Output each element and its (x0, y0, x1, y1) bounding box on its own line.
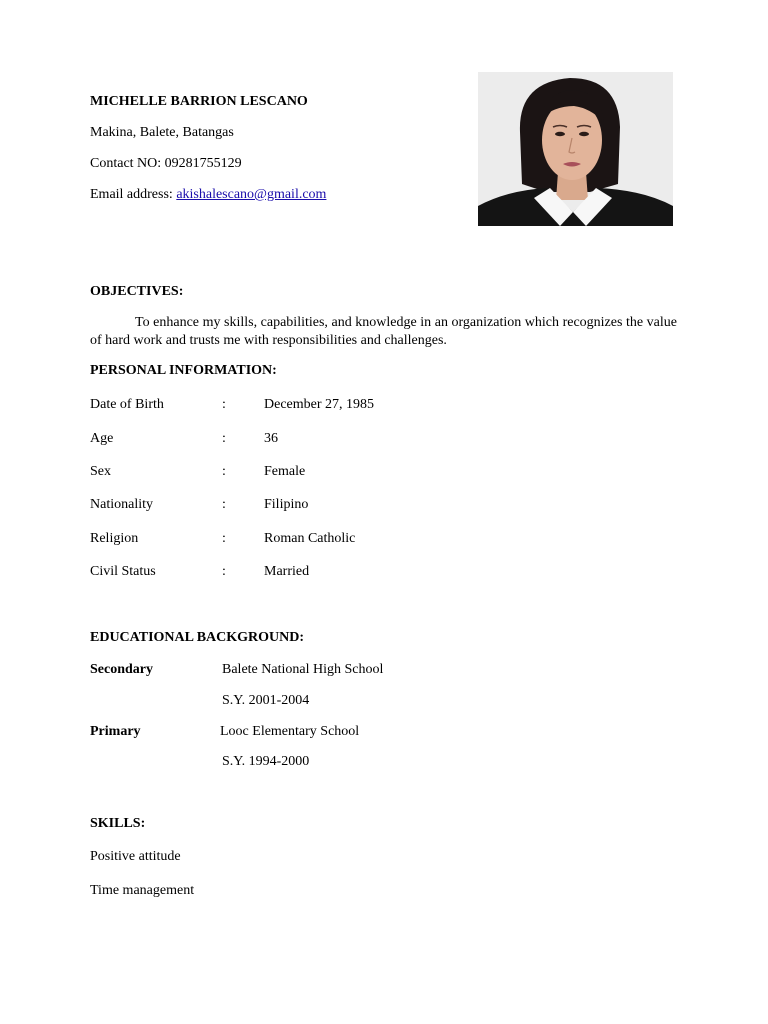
skills-heading: SKILLS: (90, 816, 146, 831)
skill-item: Time management (90, 883, 195, 898)
primary-level-label: Primary (90, 724, 141, 739)
education-heading: EDUCATIONAL BACKGROUND: (90, 630, 305, 645)
profile-photo (478, 72, 673, 226)
contact-number: 09281755129 (164, 156, 242, 171)
civil-status-label: Civil Status (90, 564, 156, 579)
nationality-separator: : (222, 497, 226, 512)
email-line (90, 187, 326, 203)
secondary-school: Balete National High School (222, 662, 384, 677)
dob-label: Date of Birth (90, 397, 164, 412)
nationality-label: Nationality (90, 497, 153, 512)
sex-value: Female (264, 464, 306, 479)
age-label: Age (90, 431, 114, 446)
contact-label: Contact NO: (90, 156, 162, 171)
applicant-name: MICHELLE BARRION LESCANO (90, 94, 308, 109)
age-separator: : (222, 431, 226, 446)
dob-separator: : (222, 397, 226, 412)
objectives-text: To enhance my skills, capabilities, and knowledge in an organization which recognizes the value of hard work and trusts me with responsibilities and challenges. (90, 315, 677, 348)
religion-separator: : (222, 531, 226, 546)
primary-school: Looc Elementary School (220, 724, 360, 739)
civil-status-value: Married (264, 564, 310, 579)
religion-label: Religion (90, 531, 139, 546)
email-link[interactable]: akishalescano@gmail.com (176, 187, 327, 202)
contact-line (90, 156, 242, 172)
sex-separator: : (222, 464, 226, 479)
primary-school-year: S.Y. 1994-2000 (222, 754, 310, 769)
civil-status-separator: : (222, 564, 226, 579)
sex-label: Sex (90, 464, 111, 479)
nationality-value: Filipino (264, 497, 309, 512)
skill-item: Positive attitude (90, 849, 181, 864)
objectives-heading: OBJECTIVES: (90, 284, 184, 299)
email-label: Email address: (90, 187, 173, 202)
address: Makina, Balete, Batangas (90, 125, 234, 140)
dob-value: December 27, 1985 (264, 397, 375, 412)
personal-info-heading: PERSONAL INFORMATION: (90, 363, 277, 378)
secondary-school-year: S.Y. 2001-2004 (222, 693, 310, 708)
religion-value: Roman Catholic (264, 531, 356, 546)
age-value: 36 (264, 431, 278, 446)
secondary-level-label: Secondary (90, 662, 153, 677)
